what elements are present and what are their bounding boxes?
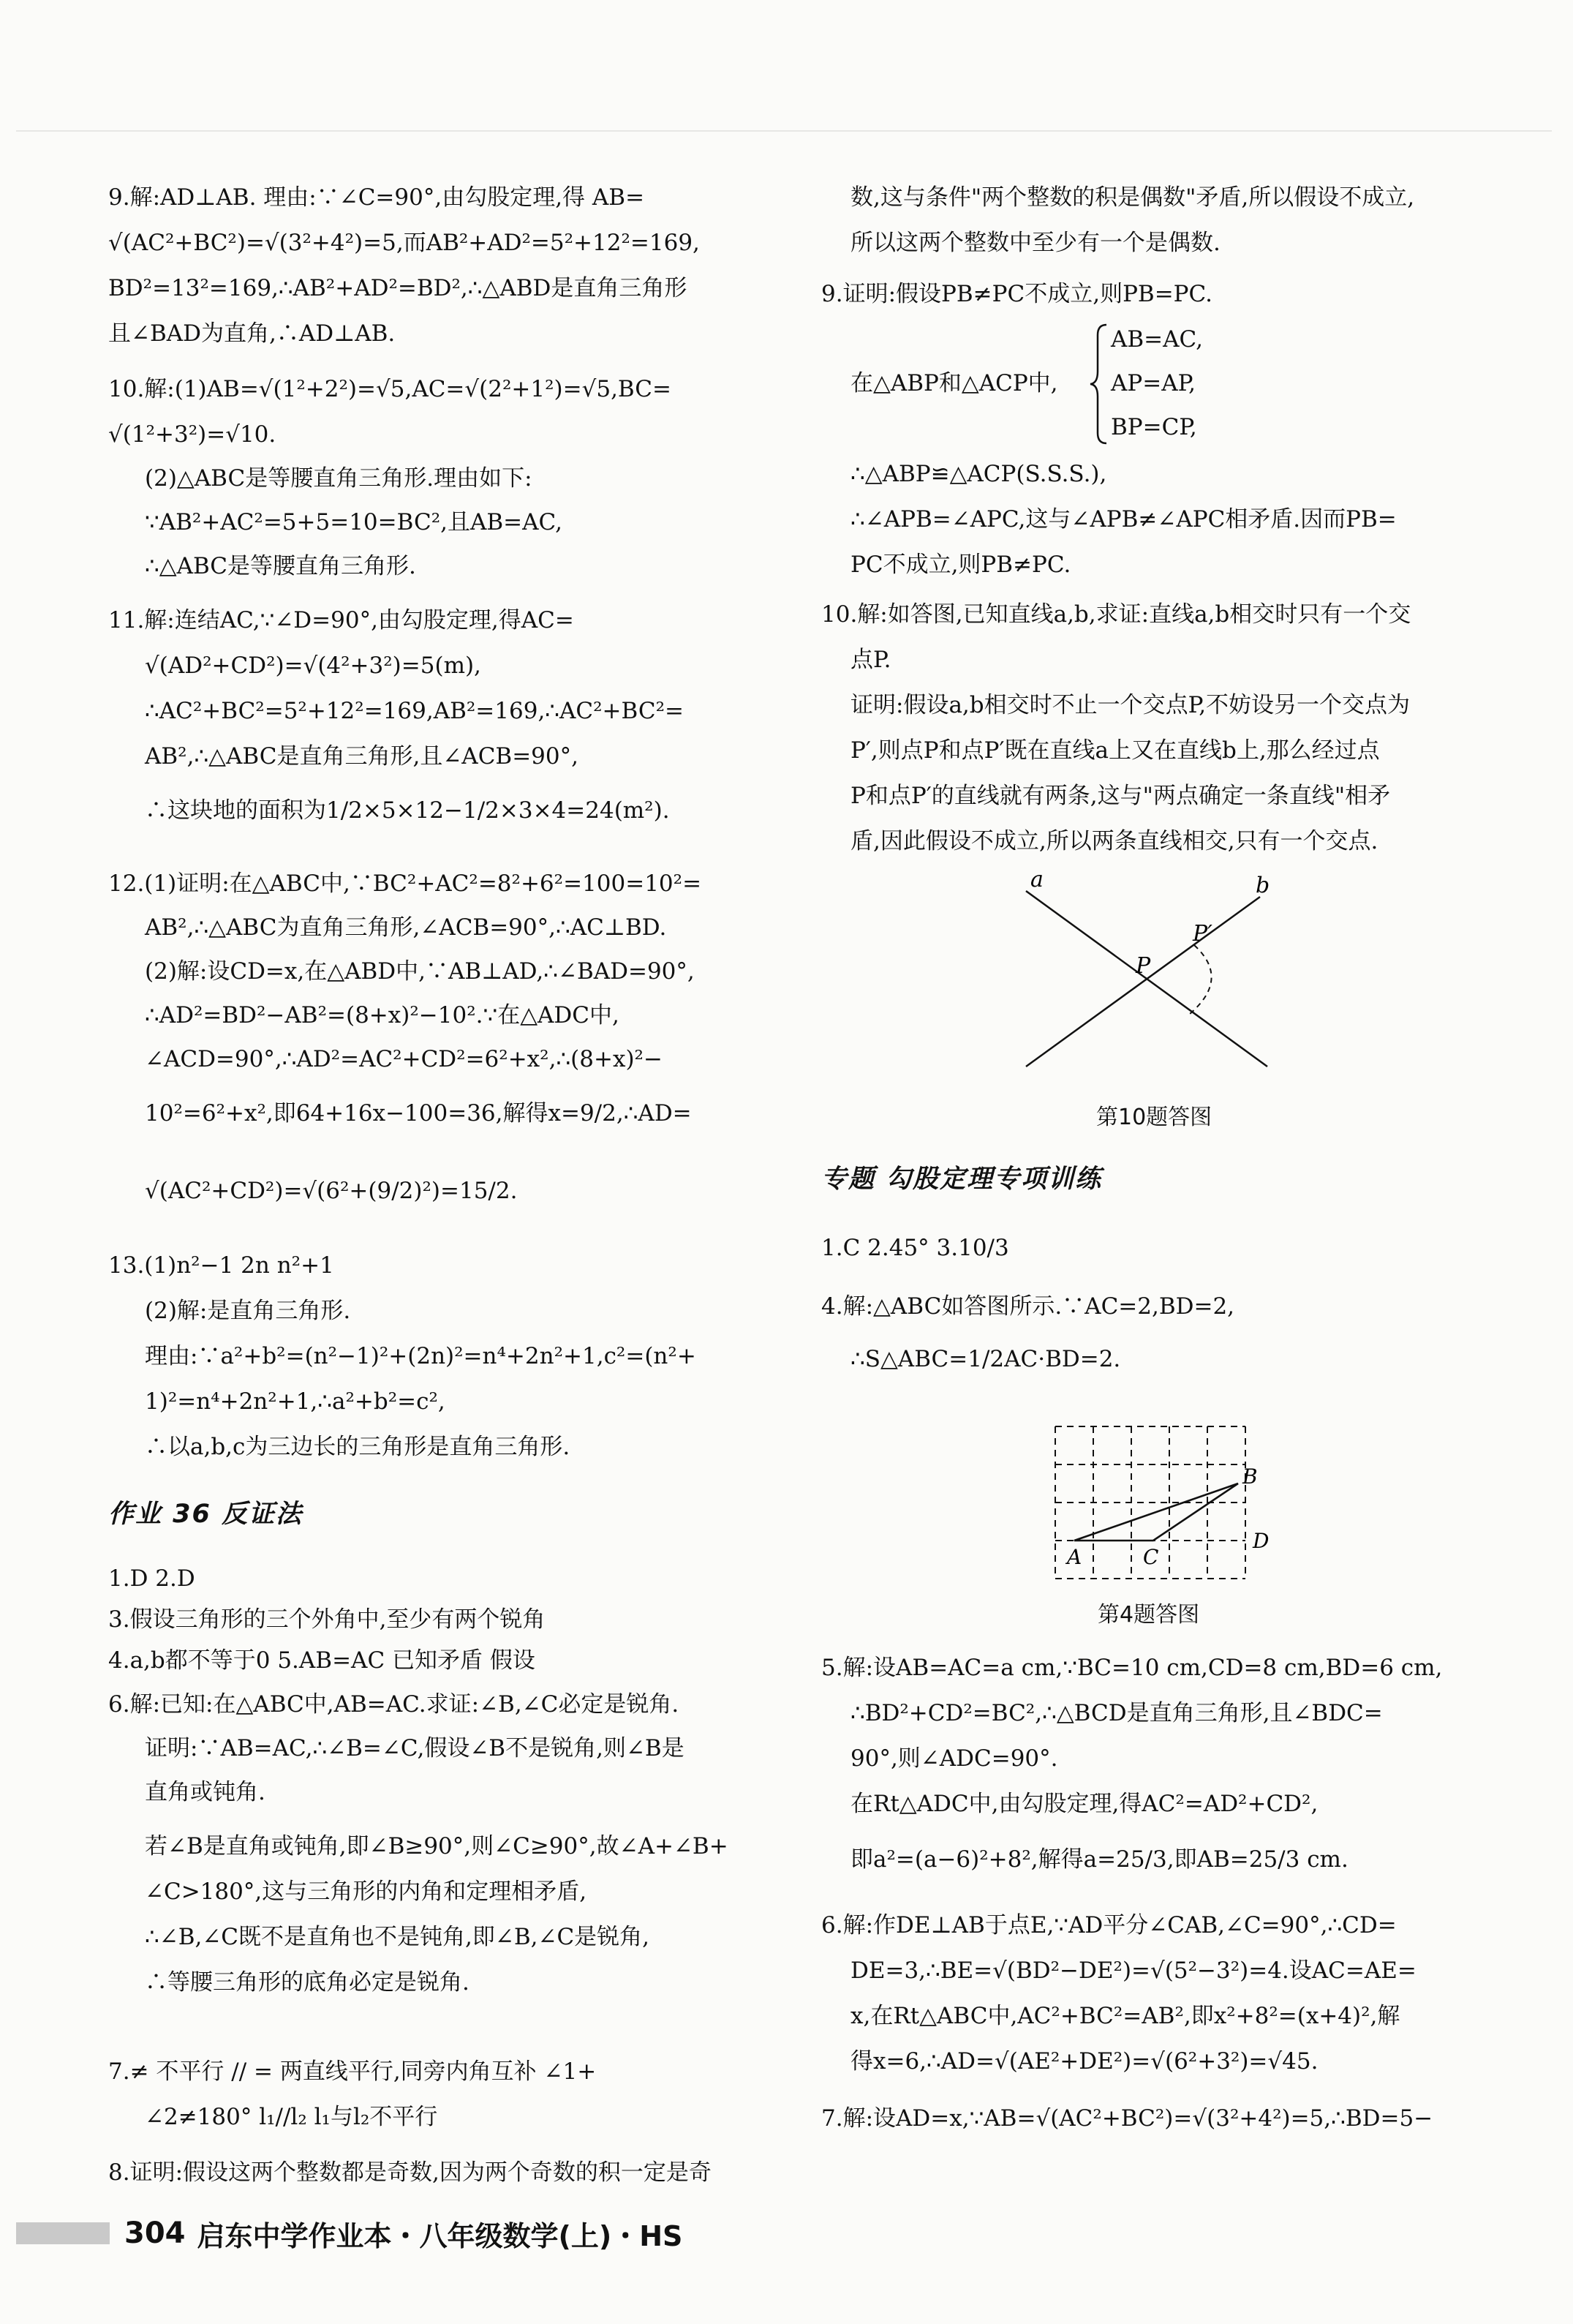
topic-answer-6-line-4: 得x=6,∴AD=√(AE²+DE²)=√(6²+3²)=√45.: [850, 2048, 1319, 2075]
answer-10-proof-line-6: 盾,因此假设不成立,所以两条直线相交,只有一个交点.: [850, 828, 1378, 854]
topic-answer-5-line-4: 在Rt△ADC中,由勾股定理,得AC²=AD²+CD²,: [850, 1791, 1319, 1817]
answer-12-line-6: 10²=6²+x²,即64+16x−100=36,解得x=9/2,∴AD=: [145, 1100, 692, 1127]
answer-9-proof-line-5: ∴△ABP≌△ACP(S.S.S.),: [850, 461, 1107, 487]
answer-9-line-3: BD²=13²=169,∴AB²+AD²=BD²,∴△ABD是直角三角形: [108, 275, 687, 301]
page-footer: [16, 2211, 682, 2256]
system-eq-2: AP=AP,: [1111, 370, 1196, 396]
answer-11-line-5: ∴这块地的面积为1/2×5×12−1/2×3×4=24(m²).: [145, 797, 670, 824]
label-D: D: [1253, 1529, 1270, 1553]
answer-13-line-1: 13.(1)n²−1 2n n²+1: [108, 1252, 334, 1279]
answer-13-line-2: (2)解:是直角三角形.: [145, 1298, 351, 1324]
figure-q10-intersecting-lines: [1011, 870, 1319, 1083]
line-b: [1026, 897, 1260, 1067]
footer-bar: [16, 2222, 110, 2244]
answer-10-proof-line-2: 点P.: [850, 647, 891, 673]
answer-12-line-7: √(AC²+CD²)=√(6²+(9/2)²)=15/2.: [145, 1178, 518, 1204]
page-number: 304: [124, 2216, 186, 2250]
answer-11-line-3: ∴AC²+BC²=5²+12²=169,AB²=169,∴AC²+BC²=: [145, 698, 684, 724]
system-eq-3: BP=CP,: [1111, 414, 1197, 440]
label-C: C: [1143, 1545, 1159, 1569]
section-heading-homework-36: 作业 36 反证法: [108, 1500, 303, 1529]
topic-answer-4-line-2: ∴S△ABC=1/2AC·BD=2.: [850, 1346, 1121, 1372]
section-heading-topic: 专题 勾股定理专项训练: [821, 1165, 1103, 1194]
topic-answer-4-line-1: 4.解:△ABC如答图所示.∵AC=2,BD=2,: [821, 1293, 1235, 1320]
label-B: B: [1242, 1464, 1258, 1489]
topic-answer-6-line-1: 6.解:作DE⊥AB于点E,∵AD平分∠CAB,∠C=90°,∴CD=: [821, 1912, 1397, 1938]
answer-6-line-3: 直角或钝角.: [145, 1779, 265, 1805]
answer-8-line-1: 8.证明:假设这两个整数都是奇数,因为两个奇数的积一定是奇: [108, 2159, 712, 2186]
answer-9-proof-line-1: 9.证明:假设PB≠PC不成立,则PB=PC.: [821, 281, 1213, 307]
answer-6-line-1: 6.解:已知:在△ABC中,AB=AC.求证:∠B,∠C必定是锐角.: [108, 1691, 679, 1718]
answer-6-line-6: ∴∠B,∠C既不是直角也不是钝角,即∠B,∠C是锐角,: [145, 1924, 650, 1950]
topic-answers-1-3: 1.C 2.45° 3.10/3: [821, 1235, 1009, 1261]
answer-10-line-5: ∴△ABC是等腰直角三角形.: [145, 553, 416, 579]
answer-13-line-4: 1)²=n⁴+2n²+1,∴a²+b²=c²,: [145, 1388, 445, 1415]
answer-13-line-5: ∴以a,b,c为三边长的三角形是直角三角形.: [145, 1434, 570, 1460]
top-rule: [16, 130, 1552, 132]
answer-6-line-7: ∴等腰三角形的底角必定是锐角.: [145, 1969, 469, 1996]
answer-9-line-2: √(AC²+BC²)=√(3²+4²)=5,而AB²+AD²=5²+12²=169,: [108, 230, 700, 256]
figure-q10-caption: 第10题答图: [1096, 1105, 1212, 1130]
label-a: a: [1030, 870, 1044, 892]
label-A: A: [1067, 1545, 1082, 1569]
answer-9-line-4: 且∠BAD为直角,∴AD⊥AB.: [108, 320, 396, 347]
answer-9-proof-line-7: PC不成立,则PB≠PC.: [850, 552, 1071, 578]
label-p: P: [1136, 953, 1151, 979]
system-brace: [1087, 322, 1111, 446]
topic-answer-6-line-2: DE=3,∴BE=√(BD²−DE²)=√(5²−3²)=4.设AC=AE=: [850, 1958, 1417, 1984]
topic-answer-5-line-2: ∴BD²+CD²=BC²,∴△BCD是直角三角形,且∠BDC=: [850, 1700, 1383, 1726]
answer-3: 3.假设三角形的三个外角中,至少有两个锐角: [108, 1606, 546, 1633]
answer-1-2: 1.D 2.D: [108, 1565, 195, 1592]
answer-10-line-1: 10.解:(1)AB=√(1²+2²)=√5,AC=√(2²+1²)=√5,BC=: [108, 376, 671, 402]
topic-answer-5-line-3: 90°,则∠ADC=90°.: [850, 1745, 1058, 1772]
figure-q4-caption: 第4题答图: [1098, 1602, 1200, 1628]
system-eq-1: AB=AC,: [1111, 326, 1203, 353]
answer-12-line-2: AB²,∴△ABC为直角三角形,∠ACB=90°,∴AC⊥BD.: [145, 914, 667, 941]
answer-11-line-2: √(AD²+CD²)=√(4²+3²)=5(m),: [145, 653, 481, 679]
label-p-prime: P′: [1193, 921, 1212, 947]
answer-12-line-5: ∠ACD=90°,∴AD²=AC²+CD²=6²+x²,∴(8+x)²−: [145, 1046, 663, 1072]
answer-12-line-4: ∴AD²=BD²−AB²=(8+x)²−10².∵在△ADC中,: [145, 1002, 619, 1028]
figure-q4-grid-triangle: [1041, 1419, 1289, 1587]
answer-4-5: 4.a,b都不等于0 5.AB=AC 已知矛盾 假设: [108, 1647, 535, 1674]
answer-11-line-1: 11.解:连结AC,∵∠D=90°,由勾股定理,得AC=: [108, 607, 574, 633]
answer-8-line-3: 所以这两个整数中至少有一个是偶数.: [850, 230, 1221, 256]
answer-12-line-3: (2)解:设CD=x,在△ABD中,∵AB⊥AD,∴∠BAD=90°,: [145, 958, 695, 985]
topic-answer-5-line-5: 即a²=(a−6)²+8²,解得a=25/3,即AB=25/3 cm.: [850, 1846, 1348, 1873]
label-b: b: [1256, 873, 1270, 898]
answer-8-line-2: 数,这与条件"两个整数的积是偶数"矛盾,所以假设不成立,: [850, 184, 1415, 211]
answer-6-line-2: 证明:∵AB=AC,∴∠B=∠C,假设∠B不是锐角,则∠B是: [145, 1735, 684, 1761]
answer-10-proof-line-4: P′,则点P和点P′既在直线a上又在直线b上,那么经过点: [850, 737, 1380, 764]
answer-7-line-2: ∠2≠180° l₁//l₂ l₁与l₂不平行: [145, 2104, 438, 2130]
answer-11-line-4: AB²,∴△ABC是直角三角形,且∠ACB=90°,: [145, 743, 578, 770]
answer-13-line-3: 理由:∵a²+b²=(n²−1)²+(2n)²=n⁴+2n²+1,c²=(n²+: [145, 1343, 696, 1369]
answer-10-proof-line-1: 10.解:如答图,已知直线a,b,求证:直线a,b相交时只有一个交: [821, 601, 1411, 628]
answer-10-proof-line-3: 证明:假设a,b相交时不止一个交点P,不妨设另一个交点为: [850, 692, 1411, 718]
answer-10-line-4: ∵AB²+AC²=5+5=10=BC²,且AB=AC,: [145, 509, 562, 535]
dashed-arc: [1190, 945, 1212, 1014]
triangle-abc: [1074, 1483, 1238, 1541]
book-title: 启东中学作业本・八年级数学(上)・HS: [197, 2219, 683, 2252]
answer-10-proof-line-5: P和点P′的直线就有两条,这与"两点确定一条直线"相矛: [850, 783, 1391, 809]
answer-10-line-2: √(1²+3²)=√10.: [108, 421, 276, 448]
answer-7-line-1: 7.≠ 不平行 // = 两直线平行,同旁内角互补 ∠1+: [108, 2058, 597, 2085]
answer-9-line-1: 9.解:AD⊥AB. 理由:∵∠C=90°,由勾股定理,得 AB=: [108, 184, 645, 211]
topic-answer-5-line-1: 5.解:设AB=AC=a cm,∵BC=10 cm,CD=8 cm,BD=6 cm,: [821, 1655, 1443, 1681]
topic-answer-7-line-1: 7.解:设AD=x,∵AB=√(AC²+BC²)=√(3²+4²)=5,∴BD=5−: [821, 2105, 1433, 2132]
answer-6-line-5: ∠C>180°,这与三角形的内角和定理相矛盾,: [145, 1879, 587, 1905]
answer-6-line-4: 若∠B是直角或钝角,即∠B≥90°,则∠C≥90°,故∠A+∠B+: [145, 1833, 728, 1859]
answer-12-line-1: 12.(1)证明:在△ABC中,∵BC²+AC²=8²+6²=100=10²=: [108, 870, 702, 897]
answer-9-proof-intro: 在△ABP和△ACP中,: [850, 370, 1058, 396]
answer-9-proof-line-6: ∴∠APB=∠APC,这与∠APB≠∠APC相矛盾.因而PB=: [850, 506, 1397, 533]
topic-answer-6-line-3: x,在Rt△ABC中,AC²+BC²=AB²,即x²+8²=(x+4)²,解: [850, 2003, 1400, 2029]
answer-10-line-3: (2)△ABC是等腰直角三角形.理由如下:: [145, 465, 532, 492]
